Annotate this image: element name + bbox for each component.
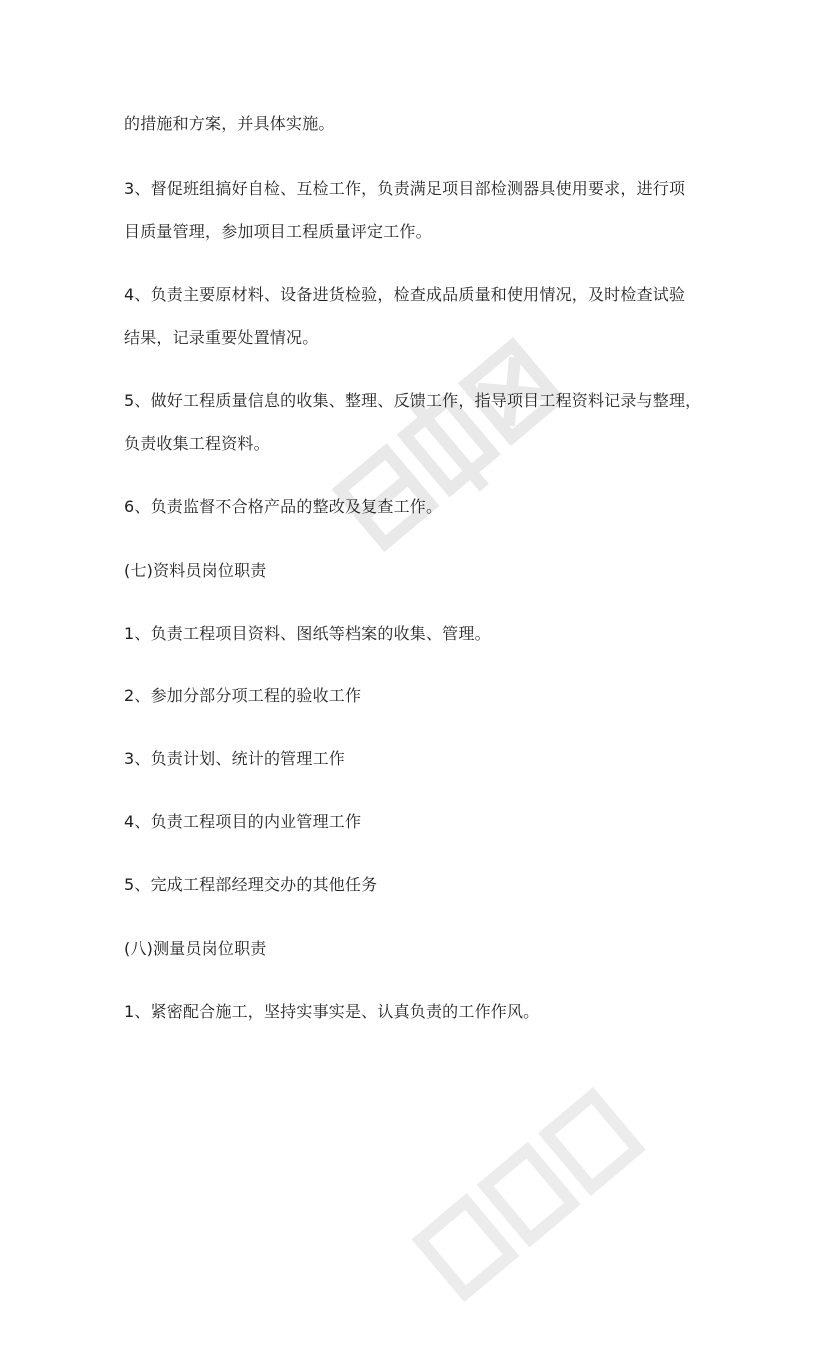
text-line: 3、督促班组搞好自检、互检工作，负责满足项目部检测器具使用要求，进行项 [124,179,686,198]
text-line: 4、负责工程项目的内业管理工作 [124,812,362,831]
text-line: 5、完成工程部经理交办的其他任务 [124,875,378,894]
text-line: 4、负责主要原材料、设备进货检验，检查成品质量和使用情况，及时检查试验 [124,285,686,304]
text-line: 的措施和方案，并具体实施。 [124,114,335,133]
text-line: 5、做好工程质量信息的收集、整理、反馈工作，指导项目工程资料记录与整理， [124,391,702,410]
text-line: 结果，记录重要处置情况。 [124,328,319,347]
text-line: 3、负责计划、统计的管理工作 [124,749,345,768]
text-line: 6、负责监督不合格产品的整改及复查工作。 [124,497,443,516]
text-line: 1、负责工程项目资料、图纸等档案的收集、管理。 [124,624,491,643]
text-line: 负责收集工程资料。 [124,434,270,453]
text-line: 2、参加分部分项工程的验收工作 [124,686,362,705]
text-line: 1、紧密配合施工，坚持实事实是、认真负责的工作作风。 [124,1002,540,1021]
section-heading: (七)资料员岗位职责 [124,561,267,580]
watermark-graphic [300,300,600,600]
text-line: 目质量管理，参加项目工程质量评定工作。 [124,222,432,241]
watermark-graphic-bottom [380,1050,680,1350]
section-heading: (八)测量员岗位职责 [124,939,267,958]
